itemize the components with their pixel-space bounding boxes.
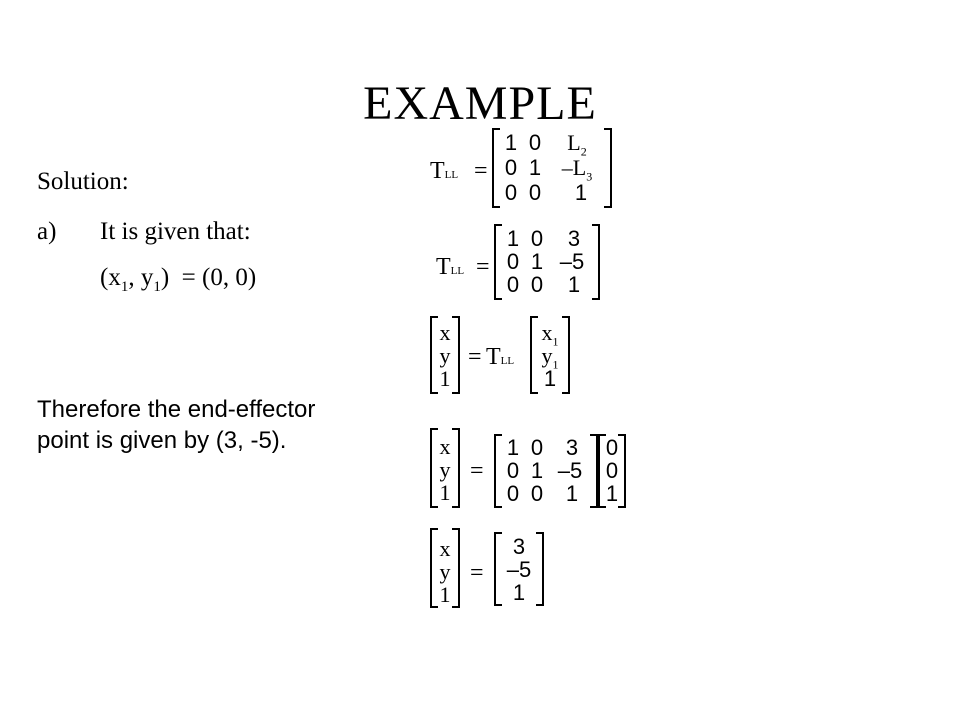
solution-label: Solution: xyxy=(37,168,129,195)
eq4-lhs-3: 1 xyxy=(439,480,451,505)
eq4-cell-1-2: 0 xyxy=(530,435,544,460)
eq1-cell-2-2: 1 xyxy=(528,155,542,180)
equation-5 xyxy=(428,528,558,612)
eq2-sign: = xyxy=(476,254,490,280)
eq2-cell-3-3: 1 xyxy=(567,272,581,297)
eq1-cell-1-2: 0 xyxy=(528,130,542,155)
eq1-cell-1-3: $L_2$ xyxy=(567,130,587,159)
eq1-cell-1-1: 1 xyxy=(504,130,518,155)
eq4-cell-2-2: 1 xyxy=(530,458,544,483)
eq5-lhs-2: y xyxy=(439,559,451,584)
eq4-cell-3-2: 0 xyxy=(530,481,544,506)
eq2-cell-2-1: 0 xyxy=(506,249,520,274)
eq2-cell-2-2: 1 xyxy=(530,249,544,274)
eq2-cell-2-3: –5 xyxy=(559,249,585,274)
given-y: y xyxy=(140,264,154,291)
equation-3 xyxy=(428,316,588,398)
eq4-cell-3-3: 1 xyxy=(565,481,579,506)
eq1-matrix xyxy=(492,130,612,206)
slide-title: EXAMPLE xyxy=(363,77,597,130)
conclusion-text: Therefore the end-effector point is given by (3, -5). xyxy=(37,396,316,454)
eq4-cell-3-1: 0 xyxy=(506,481,520,506)
eq4-cell-2-1: 0 xyxy=(506,458,520,483)
eq5-rhs-2: –5 xyxy=(506,557,532,582)
eq3-vector-rhs xyxy=(530,318,570,392)
eq3-rhs-2: $y_1$ xyxy=(541,343,559,372)
equation-1 xyxy=(430,128,630,208)
given-coordinates: ($x_1$, $y_1) = (0$, 0) xyxy=(100,264,257,295)
eq1-lhs: TLL xyxy=(430,158,459,184)
eq4-rhs-3: 1 xyxy=(605,481,619,506)
eq2-cell-1-1: 1 xyxy=(506,226,520,251)
eq4-rhs-2: 0 xyxy=(605,458,619,483)
eq4-rhs-1: 0 xyxy=(605,435,619,460)
eq5-vector-lhs xyxy=(430,530,460,606)
eq4-lhs-2: y xyxy=(439,457,451,482)
eq3-vector-lhs xyxy=(430,318,460,392)
eq3-mid: TLL xyxy=(486,344,515,370)
eq2-cell-3-1: 0 xyxy=(506,272,520,297)
eq4-lhs-1: x xyxy=(439,434,451,459)
eq2-cell-1-3: 3 xyxy=(567,226,581,251)
item-a-text: It is given that: xyxy=(100,218,251,245)
eq2-cell-3-2: 0 xyxy=(530,272,544,297)
item-a-marker: a) xyxy=(37,218,57,245)
eq4-vector-rhs xyxy=(598,436,626,506)
eq1-cell-3-2: 0 xyxy=(528,180,542,205)
eq5-lhs-3: 1 xyxy=(439,582,451,607)
eq4-sign: = xyxy=(470,458,484,484)
given-y-sub: 1 xyxy=(153,279,161,295)
eq4-vector-lhs xyxy=(430,430,460,506)
given-value: = (0, 0) xyxy=(181,264,257,291)
eq1-cell-2-1: 0 xyxy=(504,155,518,180)
eq3-lhs-3: 1 xyxy=(439,366,451,391)
eq4-cell-1-3: 3 xyxy=(565,435,579,460)
eq5-lhs-1: x xyxy=(439,536,451,561)
eq3-lhs-1: x xyxy=(439,320,451,345)
equation-2 xyxy=(430,224,630,304)
eq1-sign: = xyxy=(474,158,488,184)
eq2-cell-1-2: 0 xyxy=(530,226,544,251)
eq4-matrix xyxy=(494,436,598,506)
equation-4 xyxy=(428,428,638,512)
eq4-cell-1-1: 1 xyxy=(506,435,520,460)
eq3-rhs-1: $x_1$ xyxy=(541,320,559,349)
given-x: x xyxy=(108,264,121,291)
eq1-cell-2-3: $-L_3$ xyxy=(561,155,593,184)
eq2-lhs: TLL xyxy=(436,254,465,280)
eq3-rhs-3: 1 xyxy=(543,366,557,391)
eq5-vector-rhs xyxy=(494,534,544,604)
given-x-sub: 1 xyxy=(120,279,129,295)
eq5-rhs-1: 3 xyxy=(512,534,526,559)
eq3-sign: = xyxy=(468,344,482,370)
eq2-matrix xyxy=(494,226,600,298)
eq5-rhs-3: 1 xyxy=(512,580,526,605)
eq1-cell-3-3: 1 xyxy=(574,180,588,205)
eq3-lhs-2: y xyxy=(439,343,451,368)
eq1-cell-3-1: 0 xyxy=(504,180,518,205)
eq4-cell-2-3: –5 xyxy=(557,458,583,483)
eq5-sign: = xyxy=(470,560,484,586)
